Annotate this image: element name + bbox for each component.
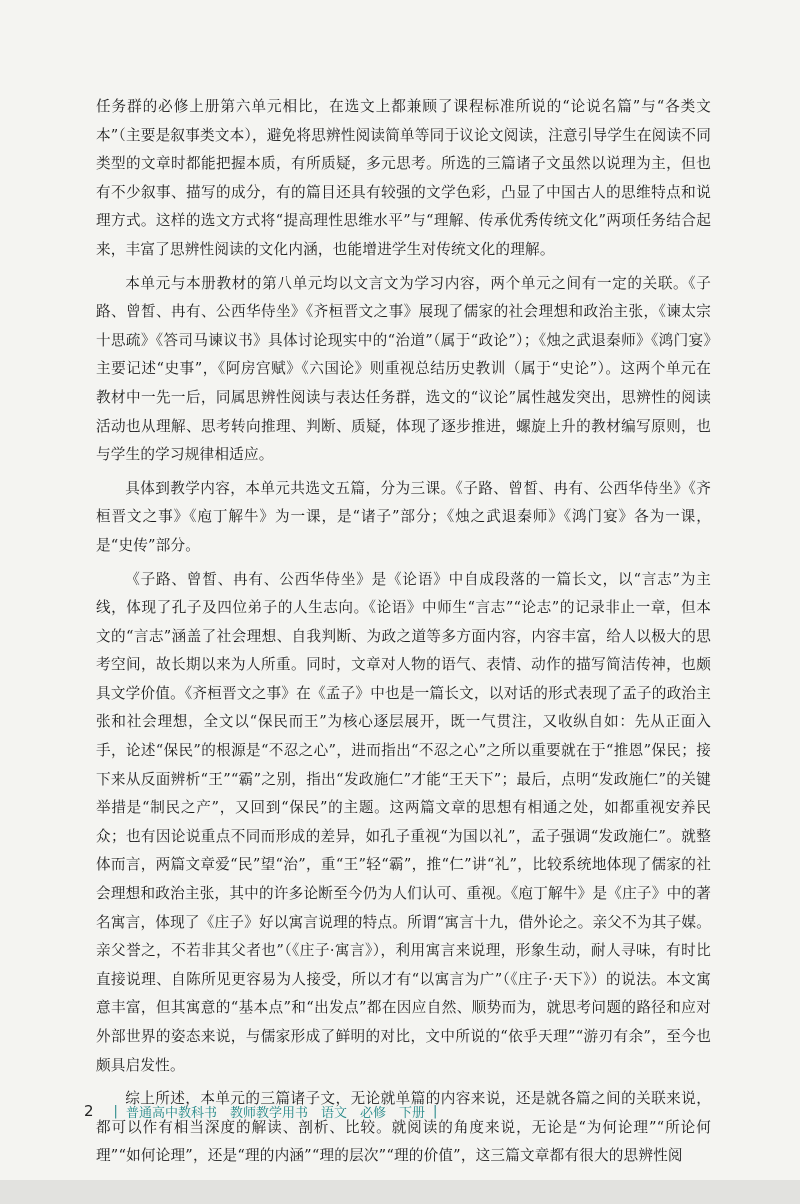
page-number: 2 bbox=[84, 1102, 94, 1120]
paragraph-2: 本单元与本册教材的第八单元均以文言文为学习内容，两个单元之间有一定的关联。《子路、曾皙、冉有、公西华侍坐》《齐桓晋文之事》展现了儒家的社会理想和政治主张，《谏太宗十思疏》《答司马谏议书》具体讨论现实中的“治道”（属于“政论”）；《烛之武退秦师》《鸿门宴》主要记述“史事”，《阿房宫赋》《六国论》则重视总结历史教训（属于“史论”）。这两个单元在教材中一先一后，同属思辨性阅读与表达任务群，选文的“议论”属性越发突出，思辨性的阅读活动也从理解、思考转向推理、判断、质疑，体现了逐步推进，螺旋上升的教材编写原则，也与学生的学习规律相适应。 bbox=[96, 274, 711, 464]
paragraph-4: 《子路、曾皙、冉有、公西华侍坐》是《论语》中自成段落的一篇长文，以“言志”为主线，体现了孔子及四位弟子的人生志向。《论语》中师生“言志”“论志”的记录非止一章，但本文的“言志”涵盖了社会理想、自我判断、为政之道等多方面内容，内容丰富，给人以极大的思考空间，故长期以来为人所重。同时，文章对人物的语气、表情、动作的描写简洁传神，也颇具文学价值。《齐桓晋文之事》在《孟子》中也是一篇长文，以对话的形式表现了孟子的政治主张和社会理想，全文以“保民而王”为核心逐层展开，既一气贯注，又收纵自如：先从正面入手，论述“保民”的根源是“不忍之心”，进而指出“不忍之心”之所以重要就在于“推恩”保民；接下来从反面辨析“王”“霸”之别，指出“发政施仁”才能“王天下”；最后，点明“发政施仁”的关键举措是“制民之产”，又回到“保民”的主题。这两篇文章的思想有相通之处，如都重视安养民众；也有因论说重点不同而形成的差异，如孔子重视“为国以礼”，孟子强调“发政施仁”。就整体而言，两篇文章爱“民”望“治”，重“王”轻“霸”，推“仁”讲“礼”，比较系统地体现了儒家的社会理想和政治主张，其中的许多论断至今仍为人们认可、重视。《庖丁解牛》是《庄子》中的著名寓言，体现了《庄子》好以寓言说理的特点。所谓“寓言十九，借外论之。亲父不为其子媒。亲父誉之，不若非其父者也”（《庄子·寓言》），利用寓言来说理，形象生动，耐人寻味，有时比直接说理、自陈所见更容易为人接受，所以才有“以寓言为广”（《庄子·天下》）的说法。本文寓意丰富，但其寓意的“基本点”和“出发点”都在因应自然、顺势而为，就思考问题的路径和应对外部世界的姿态来说，与儒家形成了鲜明的对比，文中所说的“依乎天理”“游刃有余”，至今也颇具启发性。 bbox=[96, 570, 711, 1074]
footer-separator-left: | bbox=[113, 1103, 118, 1119]
page-edge bbox=[0, 1180, 800, 1204]
footer-separator-right: | bbox=[432, 1103, 438, 1119]
body-text bbox=[96, 93, 711, 1176]
paragraph-5: 综上所述，本单元的三篇诸子文，无论就单篇的内容来说，还是就各篇之间的关联来说，都可以作有相当深度的解读、剖析、比较。就阅读的角度来说，无论是“为何论理”“所论何理”“如何论理”，还是“理的内涵”“理的层次”“理的价值”，这三篇文章都有很大的思辨性阅 bbox=[96, 1090, 711, 1165]
paragraph-1: 任务群的必修上册第六单元相比，在选文上都兼顾了课程标准所说的“论说名篇”与“各类文本”（主要是叙事类文本），避免将思辨性阅读简单等同于议论文阅读，注意引导学生在阅读不同类型的文章时都能把握本质，有所质疑，多元思考。所选的三篇诸子文虽然以说理为主，但也有不少叙事、描写的成分，有的篇目还具有较强的文学色彩，凸显了中国古人的思维特点和说理方式。这样的选文方式将“提高理性思维水平”与“理解、传承优秀传统文化”两项任务结合起来，丰富了思辨性阅读的文化内涵，也能增进学生对传统文化的理解。 bbox=[96, 98, 711, 258]
paragraph-3: 具体到教学内容，本单元共选文五篇，分为三课。《子路、曾皙、冉有、公西华侍坐》《齐桓晋文之事》《庖丁解牛》为一课，是“诸子”部分；《烛之武退秦师》《鸿门宴》各为一课，是“史传”部分。 bbox=[96, 479, 711, 554]
page-footer bbox=[84, 1100, 445, 1122]
book-title: 普通高中教科书 教师教学用书 语文 必修 下册 bbox=[125, 1105, 425, 1121]
